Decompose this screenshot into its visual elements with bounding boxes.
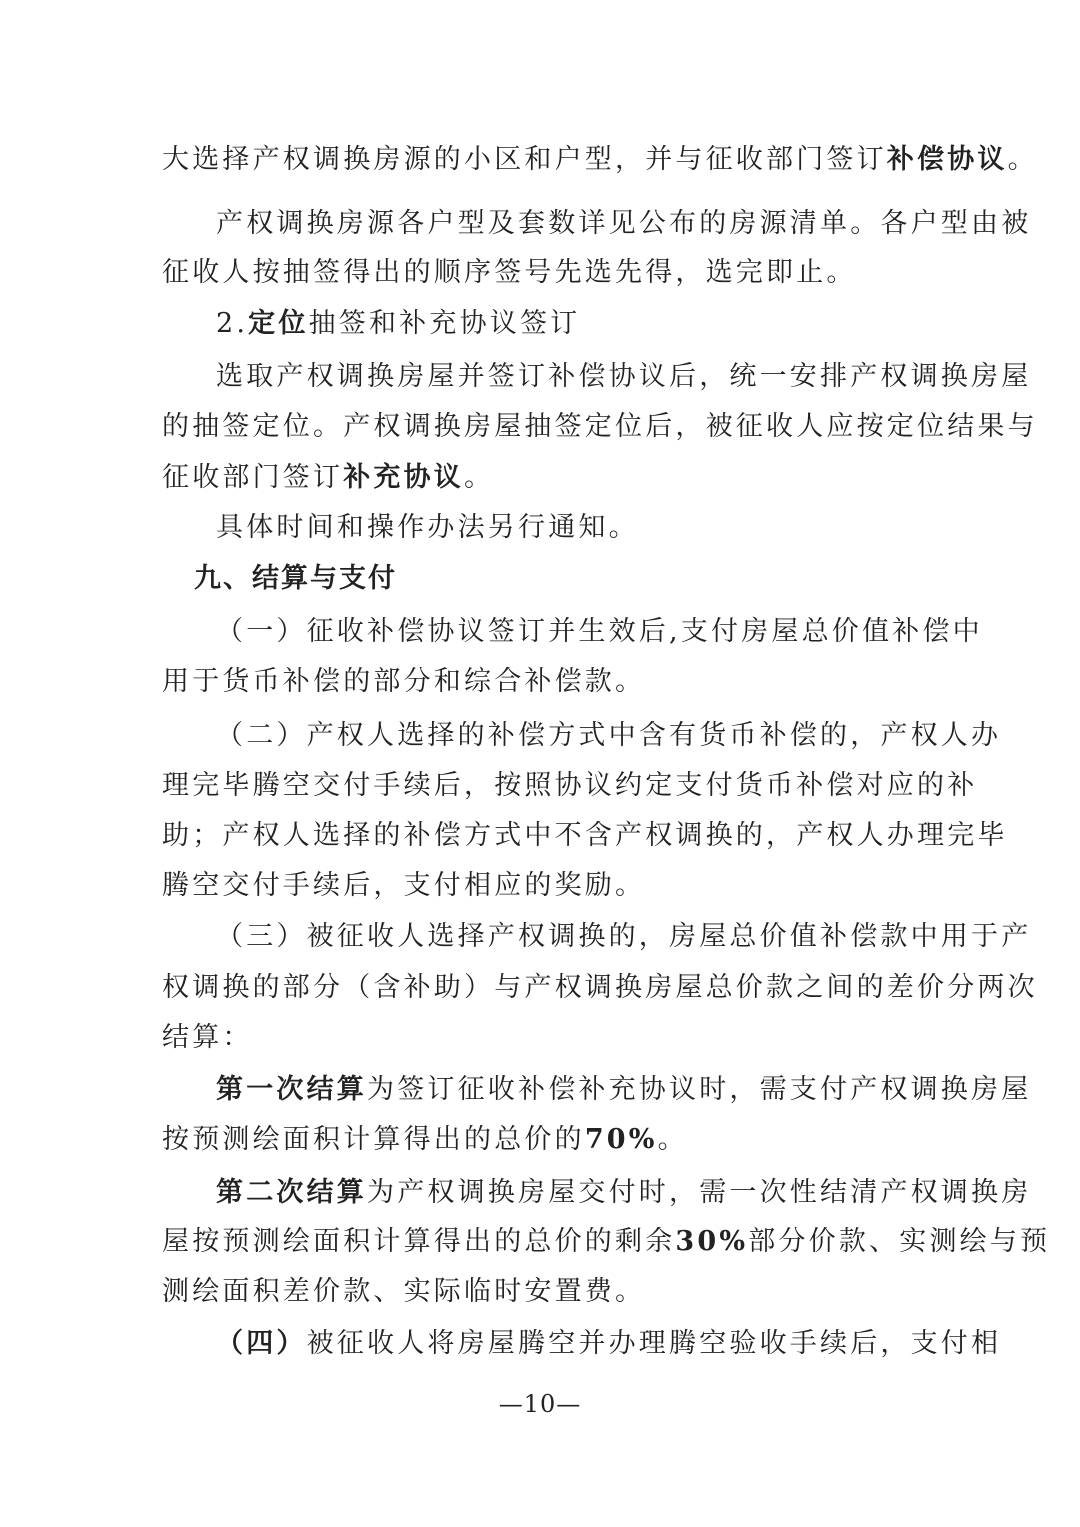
paragraph-line: 屋按预测绘面积计算得出的总价的剩余30%部分价款、实测绘与预 — [162, 1226, 1051, 1257]
paragraph-line: （四）被征收人将房屋腾空并办理腾空验收手续后，支付相 — [216, 1328, 1002, 1359]
bold-term: 70% — [584, 1124, 658, 1155]
paragraph-line: 助；产权人选择的补偿方式中不含产权调换的，产权人办理完毕 — [162, 820, 1008, 851]
paragraph-line: 第二次结算为产权调换房屋交付时，需一次性结清产权调换房 — [216, 1177, 1032, 1208]
paragraph-line: （二）产权人选择的补偿方式中含有货币补偿的，产权人办 — [216, 720, 1002, 751]
paragraph-line: 第一次结算为签订征收补偿补充协议时，需支付产权调换房屋 — [216, 1074, 1032, 1105]
paragraph-line: 大选择产权调换房源的小区和户型，并与征收部门签订补偿协议。 — [162, 144, 1038, 175]
paragraph-line: 权调换的部分（含补助）与产权调换房屋总价款之间的差价分两次 — [162, 972, 1038, 1003]
paragraph-line: 产权调换房源各户型及套数详见公布的房源清单。各户型由被 — [216, 208, 1032, 239]
paragraph-line: 按预测绘面积计算得出的总价的70%。 — [162, 1124, 688, 1155]
paragraph-line: 测绘面积差价款、实际临时安置费。 — [162, 1276, 646, 1307]
bold-term: 30% — [675, 1226, 749, 1257]
bold-term: 补充协议 — [343, 462, 465, 493]
bold-term: 补偿协议 — [886, 144, 1008, 175]
paragraph-line: （三）被征收人选择产权调换的，房屋总价值补偿款中用于产 — [216, 921, 1032, 952]
bold-term: 定位 — [248, 308, 309, 339]
paragraph-line: 的抽签定位。产权调换房屋抽签定位后，被征收人应按定位结果与 — [162, 411, 1038, 442]
section-heading: 九、结算与支付 — [194, 563, 397, 594]
paragraph-line: 征收人按抽签得出的顺序签号先选先得，选完即止。 — [162, 257, 857, 288]
subsection-heading: 2.定位抽签和补充协议签订 — [216, 308, 581, 339]
page-number: —10— — [498, 1390, 582, 1418]
paragraph-line: 用于货币补偿的部分和综合补偿款。 — [162, 666, 646, 697]
paragraph-line: （一）征收补偿协议签订并生效后,支付房屋总价值补偿中 — [216, 616, 983, 647]
bold-term: （四） — [216, 1328, 307, 1359]
paragraph-line: 腾空交付手续后，支付相应的奖励。 — [162, 870, 646, 901]
paragraph-line: 具体时间和操作办法另行通知。 — [216, 512, 639, 543]
paragraph-line: 选取产权调换房屋并签订补偿协议后，统一安排产权调换房屋 — [216, 361, 1032, 392]
paragraph-line: 征收部门签订补充协议。 — [162, 462, 495, 493]
bold-term: 第一次结算 — [216, 1074, 367, 1105]
bold-term: 第二次结算 — [216, 1177, 367, 1208]
paragraph-line: 结算： — [162, 1022, 253, 1053]
paragraph-line: 理完毕腾空交付手续后，按照协议约定支付货币补偿对应的补 — [162, 770, 978, 801]
